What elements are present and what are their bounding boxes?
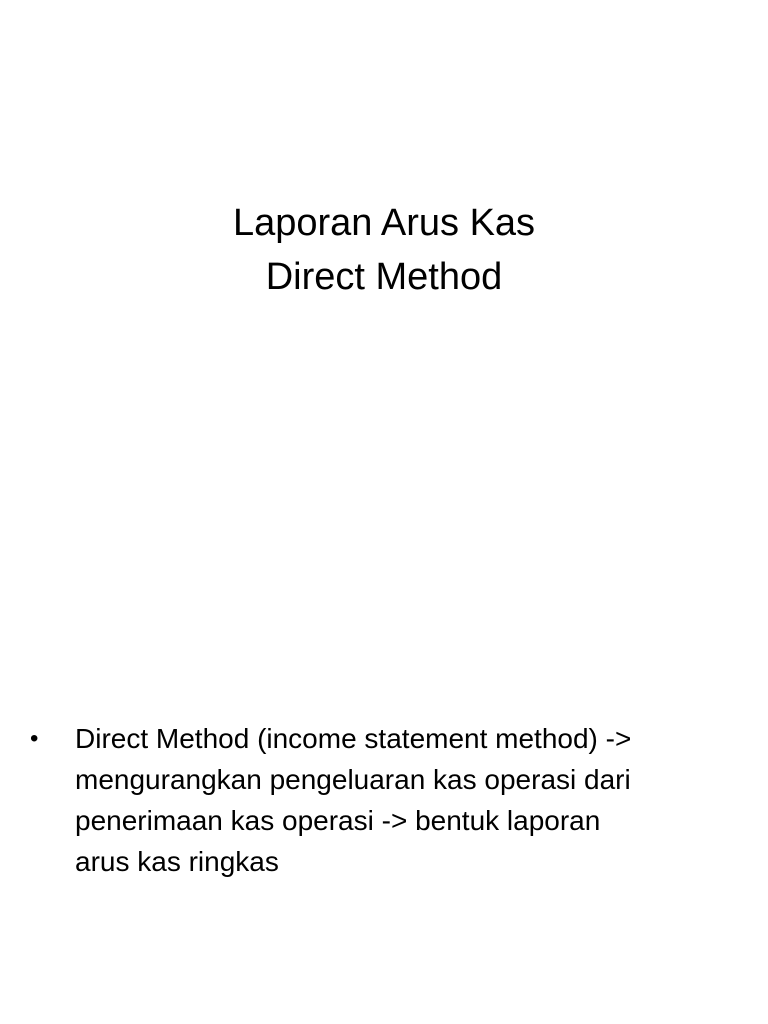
bullet-marker: • bbox=[30, 725, 39, 752]
bullet-text-line-3: penerimaan kas operasi -> bentuk laporan bbox=[75, 805, 601, 836]
title-line-2: Direct Method bbox=[265, 256, 503, 298]
bullet-list bbox=[30, 718, 740, 882]
bullet-item bbox=[30, 718, 740, 882]
title-line-1: Laporan Arus Kas bbox=[232, 202, 536, 244]
slide-title bbox=[0, 196, 768, 304]
bullet-text-line-4: arus kas ringkas bbox=[75, 846, 279, 877]
bullet-text-line-1: Direct Method (income statement method) -> bbox=[75, 723, 632, 754]
bullet-text-line-2: mengurangkan pengeluaran kas operasi dari bbox=[75, 764, 631, 795]
